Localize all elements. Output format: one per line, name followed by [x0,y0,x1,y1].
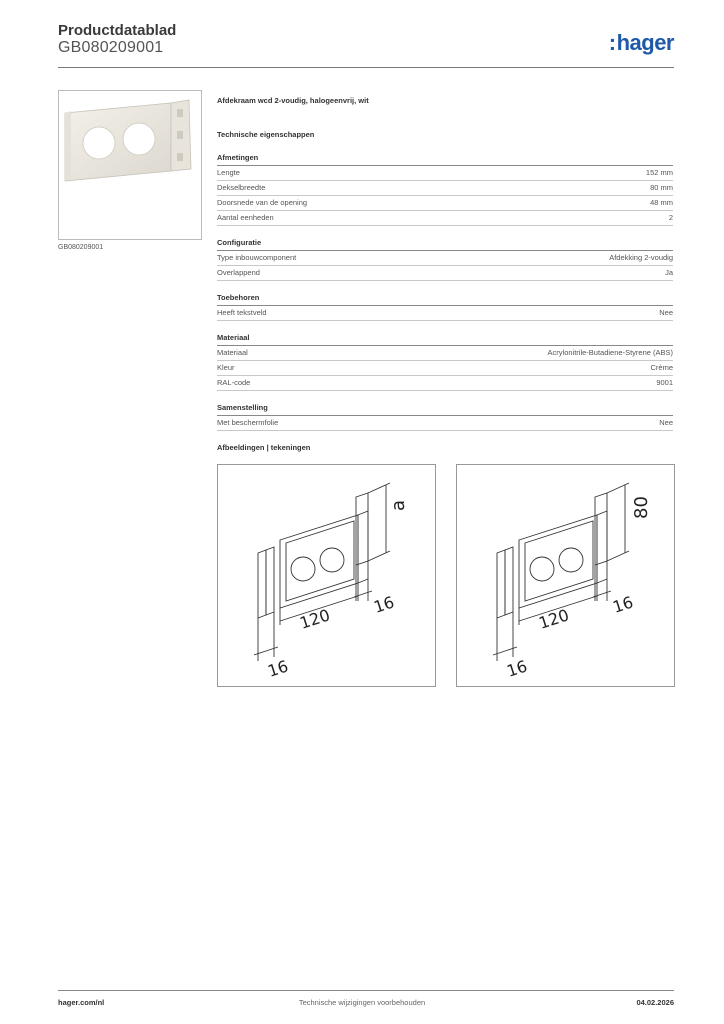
spec-label: Doorsnede van de opening [217,198,308,207]
technical-drawing-2 [456,464,675,687]
cover-frame-illustration [59,91,201,239]
product-code: GB080209001 [58,39,164,56]
technical-properties-heading: Technische eigenschappen [217,130,315,139]
spec-label: Type inbouwcomponent [217,253,297,262]
section-title: Samenstelling [217,403,673,416]
spec-section-composition [217,403,673,431]
spec-row [217,361,673,376]
spec-value: 2 [668,213,673,222]
spec-row [217,416,673,431]
spec-label: Kleur [217,363,235,372]
section-title: Configuratie [217,238,673,251]
header-divider [58,67,674,68]
spec-content [217,96,673,452]
spec-value: Crème [650,363,673,372]
spec-row [217,376,673,391]
height-label: a [388,499,409,511]
technical-drawing-1 [217,464,436,687]
spec-label: Overlappend [217,268,260,277]
spec-row [217,251,673,266]
spec-row [217,196,673,211]
spec-value: Ja [665,268,673,277]
spec-row [217,211,673,226]
section-title: Afmetingen [217,153,673,166]
spec-section-dimensions [217,153,673,226]
spec-section-accessories [217,293,673,321]
spec-row [217,306,673,321]
footer-divider [58,990,674,991]
section-title: Materiaal [217,333,673,346]
spec-value: Acrylonitrile-Butadiene-Styrene (ABS) [547,348,673,357]
spec-label: RAL-code [217,378,251,387]
page-header [58,22,674,62]
spec-section-material [217,333,673,391]
section-title: Toebehoren [217,293,673,306]
spec-label: Aantal eenheden [217,213,274,222]
spec-label: Lengte [217,168,240,177]
spec-row [217,181,673,196]
side-label: 16 [371,592,397,617]
bottom-label: 16 [504,656,530,681]
spec-label: Heeft tekstveld [217,308,267,317]
spec-label: Dekselbreedte [217,183,266,192]
document-title: Productdatablad [58,22,177,39]
spec-value: 80 mm [650,183,673,192]
footer-disclaimer: Technische wijzigingen voorbehouden [298,998,426,1007]
product-image [58,90,202,240]
spec-label: Met beschermfolie [217,418,279,427]
bottom-label: 16 [265,656,291,681]
height-label: 80 [631,496,652,519]
spec-value: 152 mm [645,168,673,177]
dimension-drawing [457,465,674,686]
brand-name: hager [616,30,674,55]
spec-value: 48 mm [650,198,673,207]
product-image-caption: GB080209001 [58,244,104,251]
dimension-drawing [218,465,435,686]
spec-row [217,166,673,181]
spec-label: Materiaal [217,348,248,357]
spec-value: Nee [659,308,673,317]
spec-value: Nee [659,418,673,427]
side-label: 16 [610,592,636,617]
product-description: Afdekraam wcd 2-voudig, halogeenvrij, wit [217,96,369,105]
spec-value: Afdekking 2-voudig [609,253,673,262]
spec-row [217,346,673,361]
footer-date: 04.02.2026 [636,998,674,1007]
spec-section-configuration [217,238,673,281]
width-label: 120 [297,605,333,633]
footer-website-link[interactable]: hager.com/nl [58,998,105,1007]
images-heading: Afbeeldingen | tekeningen [217,443,311,452]
spec-row [217,266,673,281]
width-label: 120 [536,605,572,633]
spec-value: 9001 [656,378,673,387]
hager-logo: :hager [608,30,674,55]
